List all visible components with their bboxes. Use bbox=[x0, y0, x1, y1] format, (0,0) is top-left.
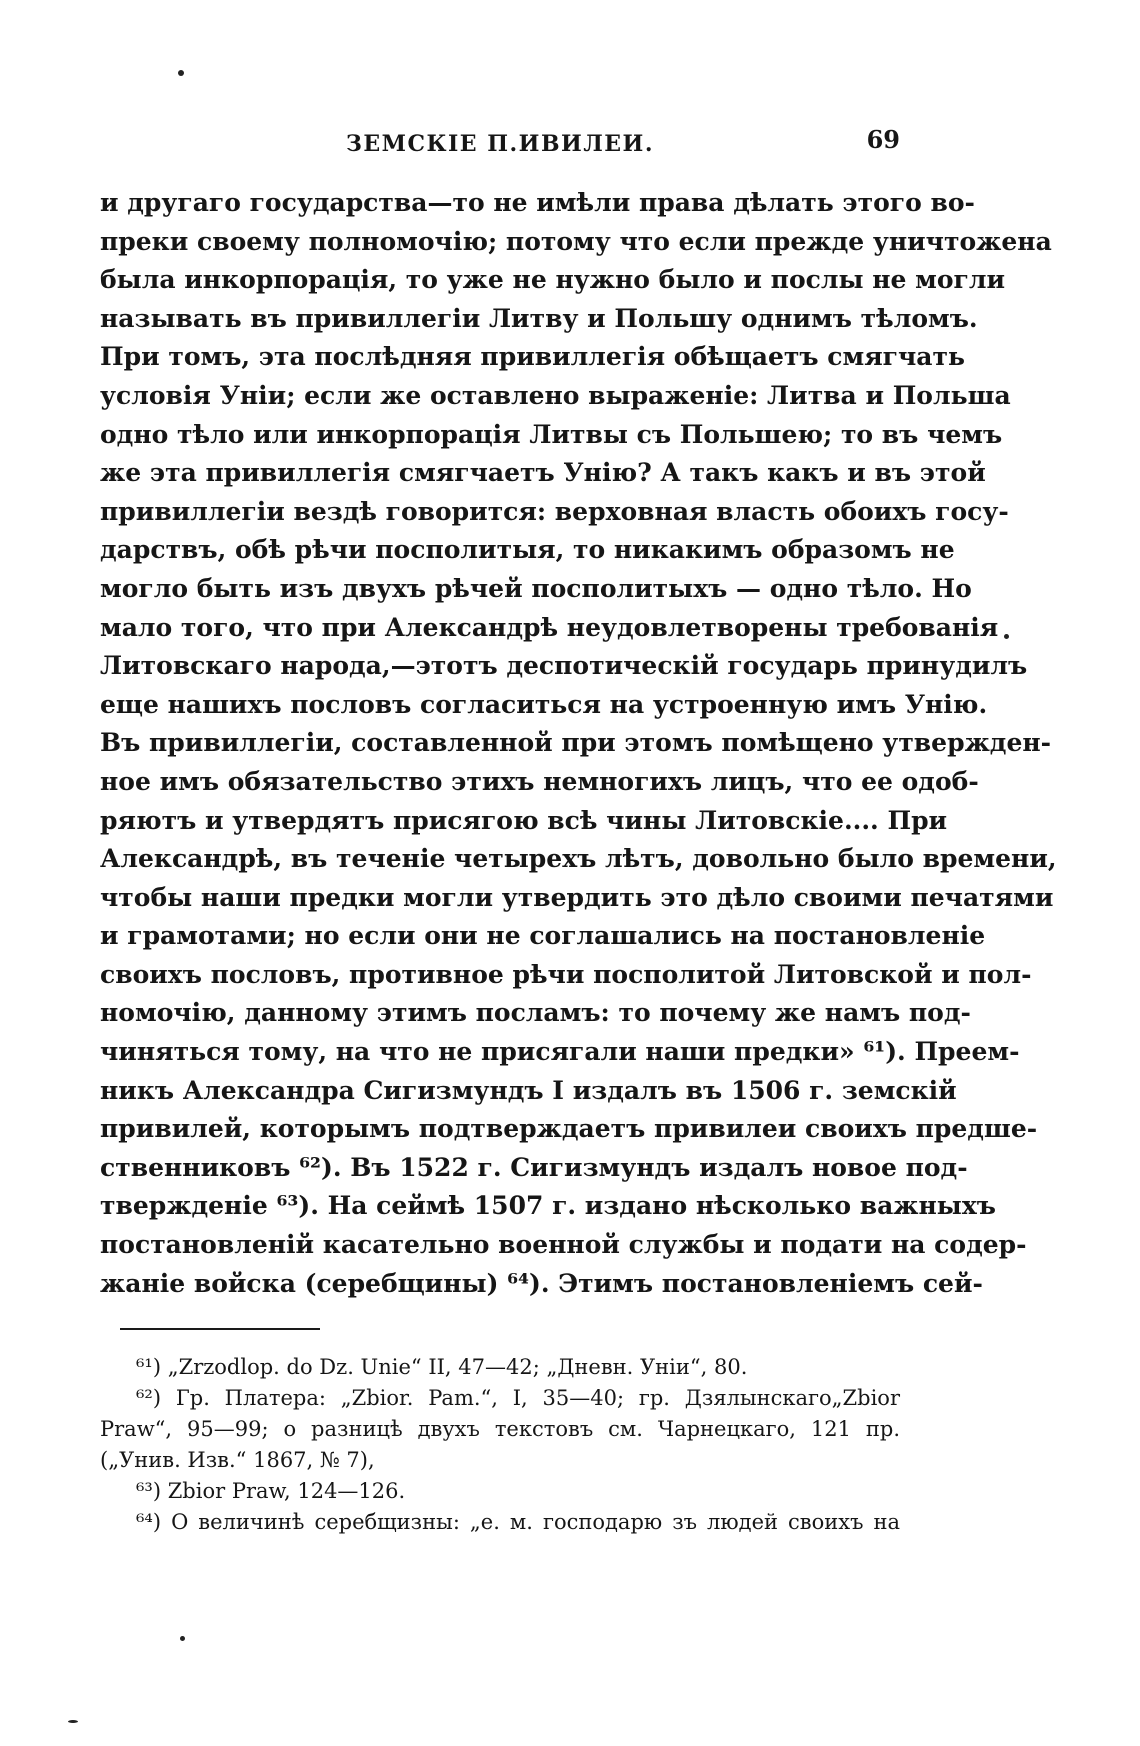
running-head: ЗЕМСКІЕ П.ИВИЛЕИ. bbox=[346, 131, 654, 157]
text-line: своихъ пословъ, противное рѣчи посполитой Литовской и пол- bbox=[100, 959, 1032, 989]
text-line: При томъ, эта послѣдняя привиллегія обѣщаетъ смягчать bbox=[100, 342, 965, 372]
page-header bbox=[100, 125, 900, 165]
footnote-61 bbox=[100, 1352, 900, 1383]
footnote-text: Гр. Платера: „Zbior. Pam.“, I, 35—40; гр. Дзялынскаго„Zbior bbox=[175, 1386, 900, 1410]
speck bbox=[1004, 634, 1009, 639]
text-line: привиллегіи вездѣ говорится: верховная власть обоихъ госу- bbox=[100, 496, 1009, 526]
footnote-separator bbox=[120, 1328, 320, 1330]
text-line: и другаго государства—то не имѣли права дѣлать этого во- bbox=[100, 188, 975, 217]
main-text bbox=[100, 184, 1057, 1303]
text-line: ственниковъ ⁶²). Въ 1522 г. Сигизмундъ издалъ новое под- bbox=[100, 1152, 968, 1182]
text-line: чиняться тому, на что не присягали наши предки» ⁶¹). Преем- bbox=[100, 1037, 1020, 1067]
text-line: никъ Александра Сигизмундъ I издалъ въ 1506 г. земскій bbox=[100, 1075, 957, 1105]
footnote-62-cont: Praw“, 95—99; о разницѣ двухъ текстовъ см. Чарнецкаго, 121 пр. bbox=[100, 1417, 900, 1441]
text-line: Литовскаго народа,—этотъ деспотическій государь принудилъ bbox=[100, 651, 1028, 681]
text-line: чтобы наши предки могли утвердить это дѣло своими печатями bbox=[100, 882, 1054, 912]
text-line: могло быть изъ двухъ рѣчей посполитыхъ — одно тѣло. Но bbox=[100, 573, 972, 603]
footnote-63 bbox=[100, 1476, 900, 1507]
text-line: же эта привиллегія смягчаетъ Унію? А такъ какъ и въ этой bbox=[100, 458, 986, 488]
footnote-marker: ⁶¹) bbox=[136, 1355, 162, 1379]
text-line: постановленій касательно военной службы и подати на содер- bbox=[100, 1230, 1027, 1260]
footnote-marker: ⁶⁴) bbox=[136, 1510, 162, 1534]
text-line: условія Уніи; если же оставлено выраженіе: Литва и Польша bbox=[100, 380, 1011, 410]
text-line: номочію, данному этимъ посламъ: то почему же намъ под- bbox=[100, 998, 971, 1028]
text-line: ное имъ обязательство этихъ немногихъ лицъ, что ее одоб- bbox=[100, 766, 979, 796]
text-line: одно тѣло или инкорпорація Литвы съ Польшею; то въ чемъ bbox=[100, 419, 1003, 449]
footnote-62 bbox=[100, 1383, 900, 1414]
footnote-marker: ⁶³) bbox=[136, 1479, 162, 1503]
footnote-text: Zbior Praw, 124—126. bbox=[167, 1479, 406, 1503]
text-line: называть въ привиллегіи Литву и Польшу однимъ тѣломъ. bbox=[100, 303, 978, 333]
text-line: жаніе войска (серебщины) ⁶⁴). Этимъ постановленіемъ сей- bbox=[100, 1268, 983, 1298]
speck bbox=[68, 1720, 78, 1723]
text-line: еще нашихъ пословъ согласиться на устроенную имъ Унію. bbox=[100, 689, 988, 719]
text-line: ряютъ и утвердятъ присягою всѣ чины Литовскіе.... При bbox=[100, 805, 948, 835]
footnote-64 bbox=[100, 1507, 900, 1538]
footnote-text: „Zrzodlop. do Dz. Unie“ II, 47—42; „Дневн. Уніи“, 80. bbox=[167, 1355, 748, 1379]
page-number: 69 bbox=[866, 125, 900, 154]
text-line: была инкорпорація, то уже не нужно было и послы не могли bbox=[100, 265, 1006, 295]
text-line: и грамотами; но если они не соглашались на постановленіе bbox=[100, 921, 986, 951]
text-line: дарствъ, обѣ рѣчи посполитыя, то никакимъ образомъ не bbox=[100, 535, 955, 565]
speck bbox=[178, 70, 184, 76]
speck bbox=[180, 1636, 185, 1641]
text-line: привилей, которымъ подтверждаетъ привилеи своихъ предше- bbox=[100, 1114, 1038, 1144]
footnote-text: О величинѣ серебщизны: „е. м. господарю зъ людей своихъ на bbox=[171, 1510, 900, 1534]
footnote-62-cont: („Унив. Изв.“ 1867, № 7), bbox=[100, 1448, 375, 1472]
text-line: преки своему полномочію; потому что если прежде уничтожена bbox=[100, 226, 1052, 256]
text-line: мало того, что при Александрѣ неудовлетворены требованія bbox=[100, 612, 999, 642]
text-line: Въ привиллегіи, составленной при этомъ помѣщено утвержден- bbox=[100, 728, 1052, 758]
footnote-marker: ⁶²) bbox=[136, 1386, 162, 1410]
text-line: твержденіе ⁶³). На сеймѣ 1507 г. издано нѣсколько важныхъ bbox=[100, 1191, 996, 1221]
footnotes bbox=[100, 1352, 900, 1538]
text-line: Александрѣ, въ теченіе четырехъ лѣтъ, довольно было времени, bbox=[100, 844, 1057, 874]
